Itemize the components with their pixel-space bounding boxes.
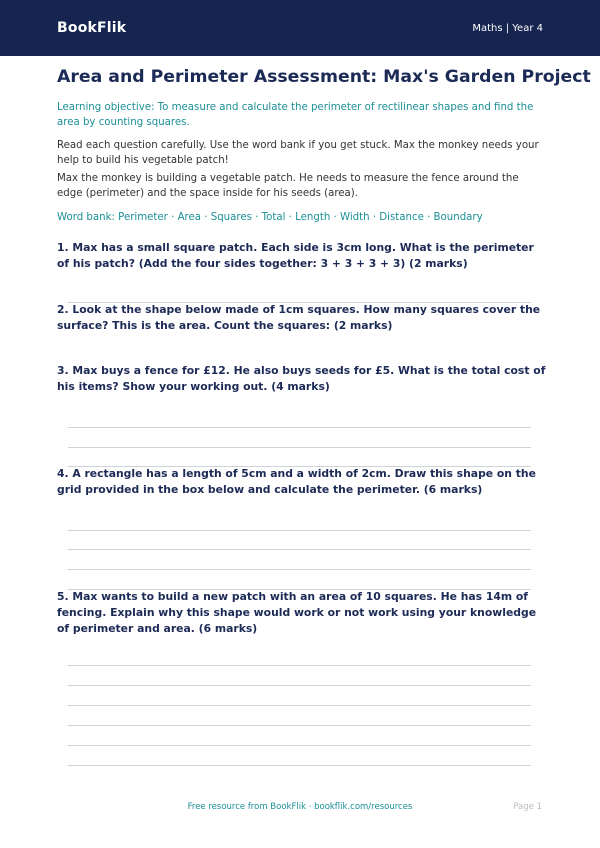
answer-line[interactable]	[68, 745, 531, 746]
question-3: 3. Max buys a fence for £12. He also buys seeds for £5. What is the total cost of his items? Show your working out. (4 marks)	[57, 364, 546, 393]
answer-line[interactable]	[68, 725, 531, 726]
answer-line[interactable]	[68, 530, 531, 531]
question-4: 4. A rectangle has a length of 5cm and a width of 2cm. Draw this shape on the grid provided in the box below and calculate the perimeter. (6 marks)	[57, 467, 536, 496]
footer-source-link[interactable]: Free resource from BookFlik · bookflik.com/resources	[187, 802, 413, 812]
page-footer	[0, 802, 600, 816]
answer-line[interactable]	[68, 705, 531, 706]
page-header	[0, 0, 600, 56]
answer-line[interactable]	[68, 569, 531, 570]
answer-line[interactable]	[68, 447, 531, 448]
answer-line[interactable]	[68, 765, 531, 766]
page-title: Area and Perimeter Assessment: Max's Garden Project	[57, 67, 591, 87]
page-number: Page 1	[513, 802, 542, 812]
word-bank: Word bank: Perimeter · Area · Squares · Total · Length · Width · Distance · Boundary	[57, 212, 483, 223]
question-5: 5. Max wants to build a new patch with an area of 10 squares. He has 14m of fencing. Explain why this shape would work or not work using your knowledge of perimeter and area. (6 marks)	[57, 590, 537, 635]
answer-line[interactable]	[68, 685, 531, 686]
brand-logo[interactable]: BookFlik	[57, 20, 127, 36]
question-2: 2. Look at the shape below made of 1cm squares. How many squares cover the surface? This is the area. Count the squares: (2 marks)	[57, 303, 541, 332]
answer-line[interactable]	[68, 549, 531, 550]
story-text: Max the monkey is building a vegetable patch. He needs to measure the fence around the edge (perimeter) and the space inside for his seeds (area).	[57, 173, 519, 199]
instructions-text: Read each question carefully. Use the word bank if you get stuck. Max the monkey needs your help to build his vegetable patch!	[57, 140, 539, 166]
learning-objective: Learning objective: To measure and calculate the perimeter of rectilinear shapes and find the area by counting squares.	[57, 102, 534, 128]
question-1: 1. Max has a small square patch. Each side is 3cm long. What is the perimeter of his patch? (Add the four sides together: 3 + 3 + 3 + 3) (2 marks)	[57, 241, 534, 270]
subject-year-label: Maths | Year 4	[472, 22, 543, 34]
answer-line[interactable]	[68, 665, 531, 666]
answer-line[interactable]	[68, 427, 531, 428]
